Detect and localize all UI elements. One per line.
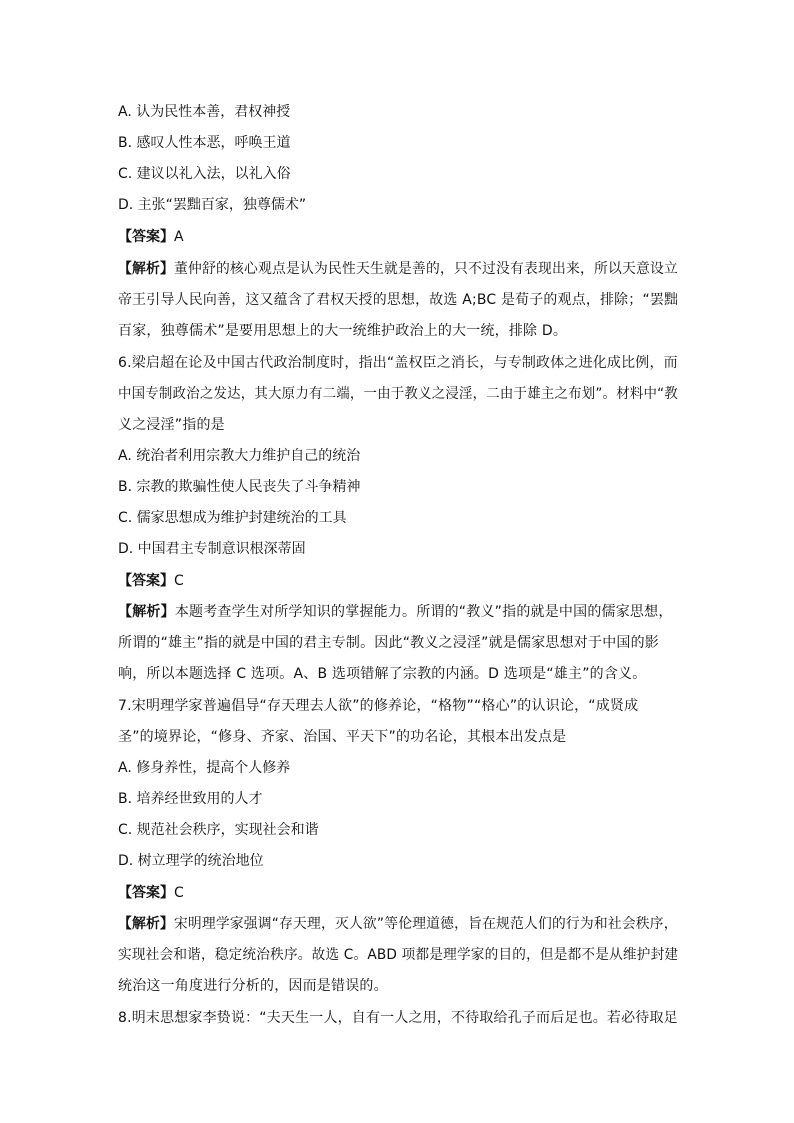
analysis-text: 董仲舒的核心观点是认为民性天生就是善的，只不过没有表现出来，所以天意设立: [174, 261, 679, 277]
analysis-text: 本题考查学生对所学知识的掌握能力。所谓的“教义”指的就是中国的儒家思想，: [174, 604, 673, 620]
answer-tag: 【答案】: [118, 229, 174, 245]
q6-question-line-1: 6.梁启超在论及中国古代政治制度时，指出“盖权臣之消长，与专制政体之进化成比例，而: [118, 355, 678, 371]
q7-question-line-1: 7.宋明理学家普遍倡导“存天理去人欲”的修养论，“格物”“格心”的认识论，“成贤成: [118, 698, 639, 714]
q5-option-d: D. 主张“罢黜百家，独尊儒术”: [118, 197, 307, 213]
q6-option-a: A. 统治者利用宗教大力维护自己的统治: [118, 448, 361, 464]
q5-option-b: B. 感叹人性本恶，呼唤王道: [118, 135, 291, 151]
answer-value: C: [174, 573, 184, 589]
q5-analysis-line-1: [118, 260, 679, 278]
q7-analysis-line-2: 实现社会和谐，稳定统治秩序。故选 C。ABD 项都是理学家的目的，但是都不是从维护封建: [118, 947, 679, 963]
q5-option-a: A. 认为民性本善，君权神授: [118, 104, 291, 120]
q7-answer: [118, 884, 678, 902]
q7-option-a: A. 修身养性，提高个人修养: [118, 760, 291, 776]
q5-option-c: C. 建议以礼入法，以礼入俗: [118, 166, 291, 182]
q5-answer: [118, 228, 678, 246]
q6-question-line-2: 中国专制政治之发达，其大原力有二端，一由于教义之浸淫，二由于雄主之布划”。材料中“教: [118, 386, 678, 402]
q6-answer: [118, 572, 678, 590]
q5-analysis-line-3: 百家，独尊儒术”是要用思想上的大一统维护政治上的大一统，排除 D。: [118, 323, 568, 339]
q8-question-line-1: 8.明末思想家李贽说：“夫天生一人，自有一人之用，不待取给孔子而后足也。若必待取足: [118, 1010, 678, 1026]
answer-value: A: [174, 229, 184, 245]
q6-question-line-3: 义之浸淫”指的是: [118, 417, 225, 433]
q7-option-c: C. 规范社会秩序，实现社会和谐: [118, 822, 319, 838]
analysis-tag: 【解析】: [118, 916, 174, 932]
answer-tag: 【答案】: [118, 885, 174, 901]
q7-option-b: B. 培养经世致用的人才: [118, 791, 263, 807]
q7-analysis-line-1: [118, 915, 678, 933]
q7-question-line-2: 圣”的境界论，“修身、齐家、治国、平天下”的功名论，其根本出发点是: [118, 729, 567, 745]
answer-tag: 【答案】: [118, 573, 174, 589]
q6-analysis-line-3: 响，所以本题选择 C 选项。A、B 选项错解了宗教的内涵。D 选项是“雄主”的含义。: [118, 666, 647, 682]
q7-option-d: D. 树立理学的统治地位: [118, 853, 264, 869]
analysis-tag: 【解析】: [118, 261, 175, 277]
q5-analysis-line-2: 帝王引导人民向善，这又蕴含了君权天授的思想，故选 A;BC 是荀子的观点，排除；“罢黜: [118, 292, 679, 308]
q6-analysis-line-1: [118, 603, 678, 621]
analysis-tag: 【解析】: [118, 604, 175, 620]
q6-analysis-line-2: 所谓的“雄主”指的就是中国的君主专制。因此“教义之浸淫”就是儒家思想对于中国的影: [118, 635, 660, 651]
q6-option-c: C. 儒家思想成为维护封建统治的工具: [118, 510, 347, 526]
answer-value: C: [174, 885, 184, 901]
q7-analysis-line-3: 统治这一角度进行分析的，因而是错误的。: [118, 978, 388, 994]
analysis-text: 宋明理学家强调“存天理，灭人欲”等伦理道德，旨在规范人们的行为和社会秩序，: [173, 916, 678, 932]
q6-option-d: D. 中国君主专制意识根深蒂固: [118, 541, 306, 557]
q6-option-b: B. 宗教的欺骗性使人民丧失了斗争精神: [118, 479, 361, 495]
